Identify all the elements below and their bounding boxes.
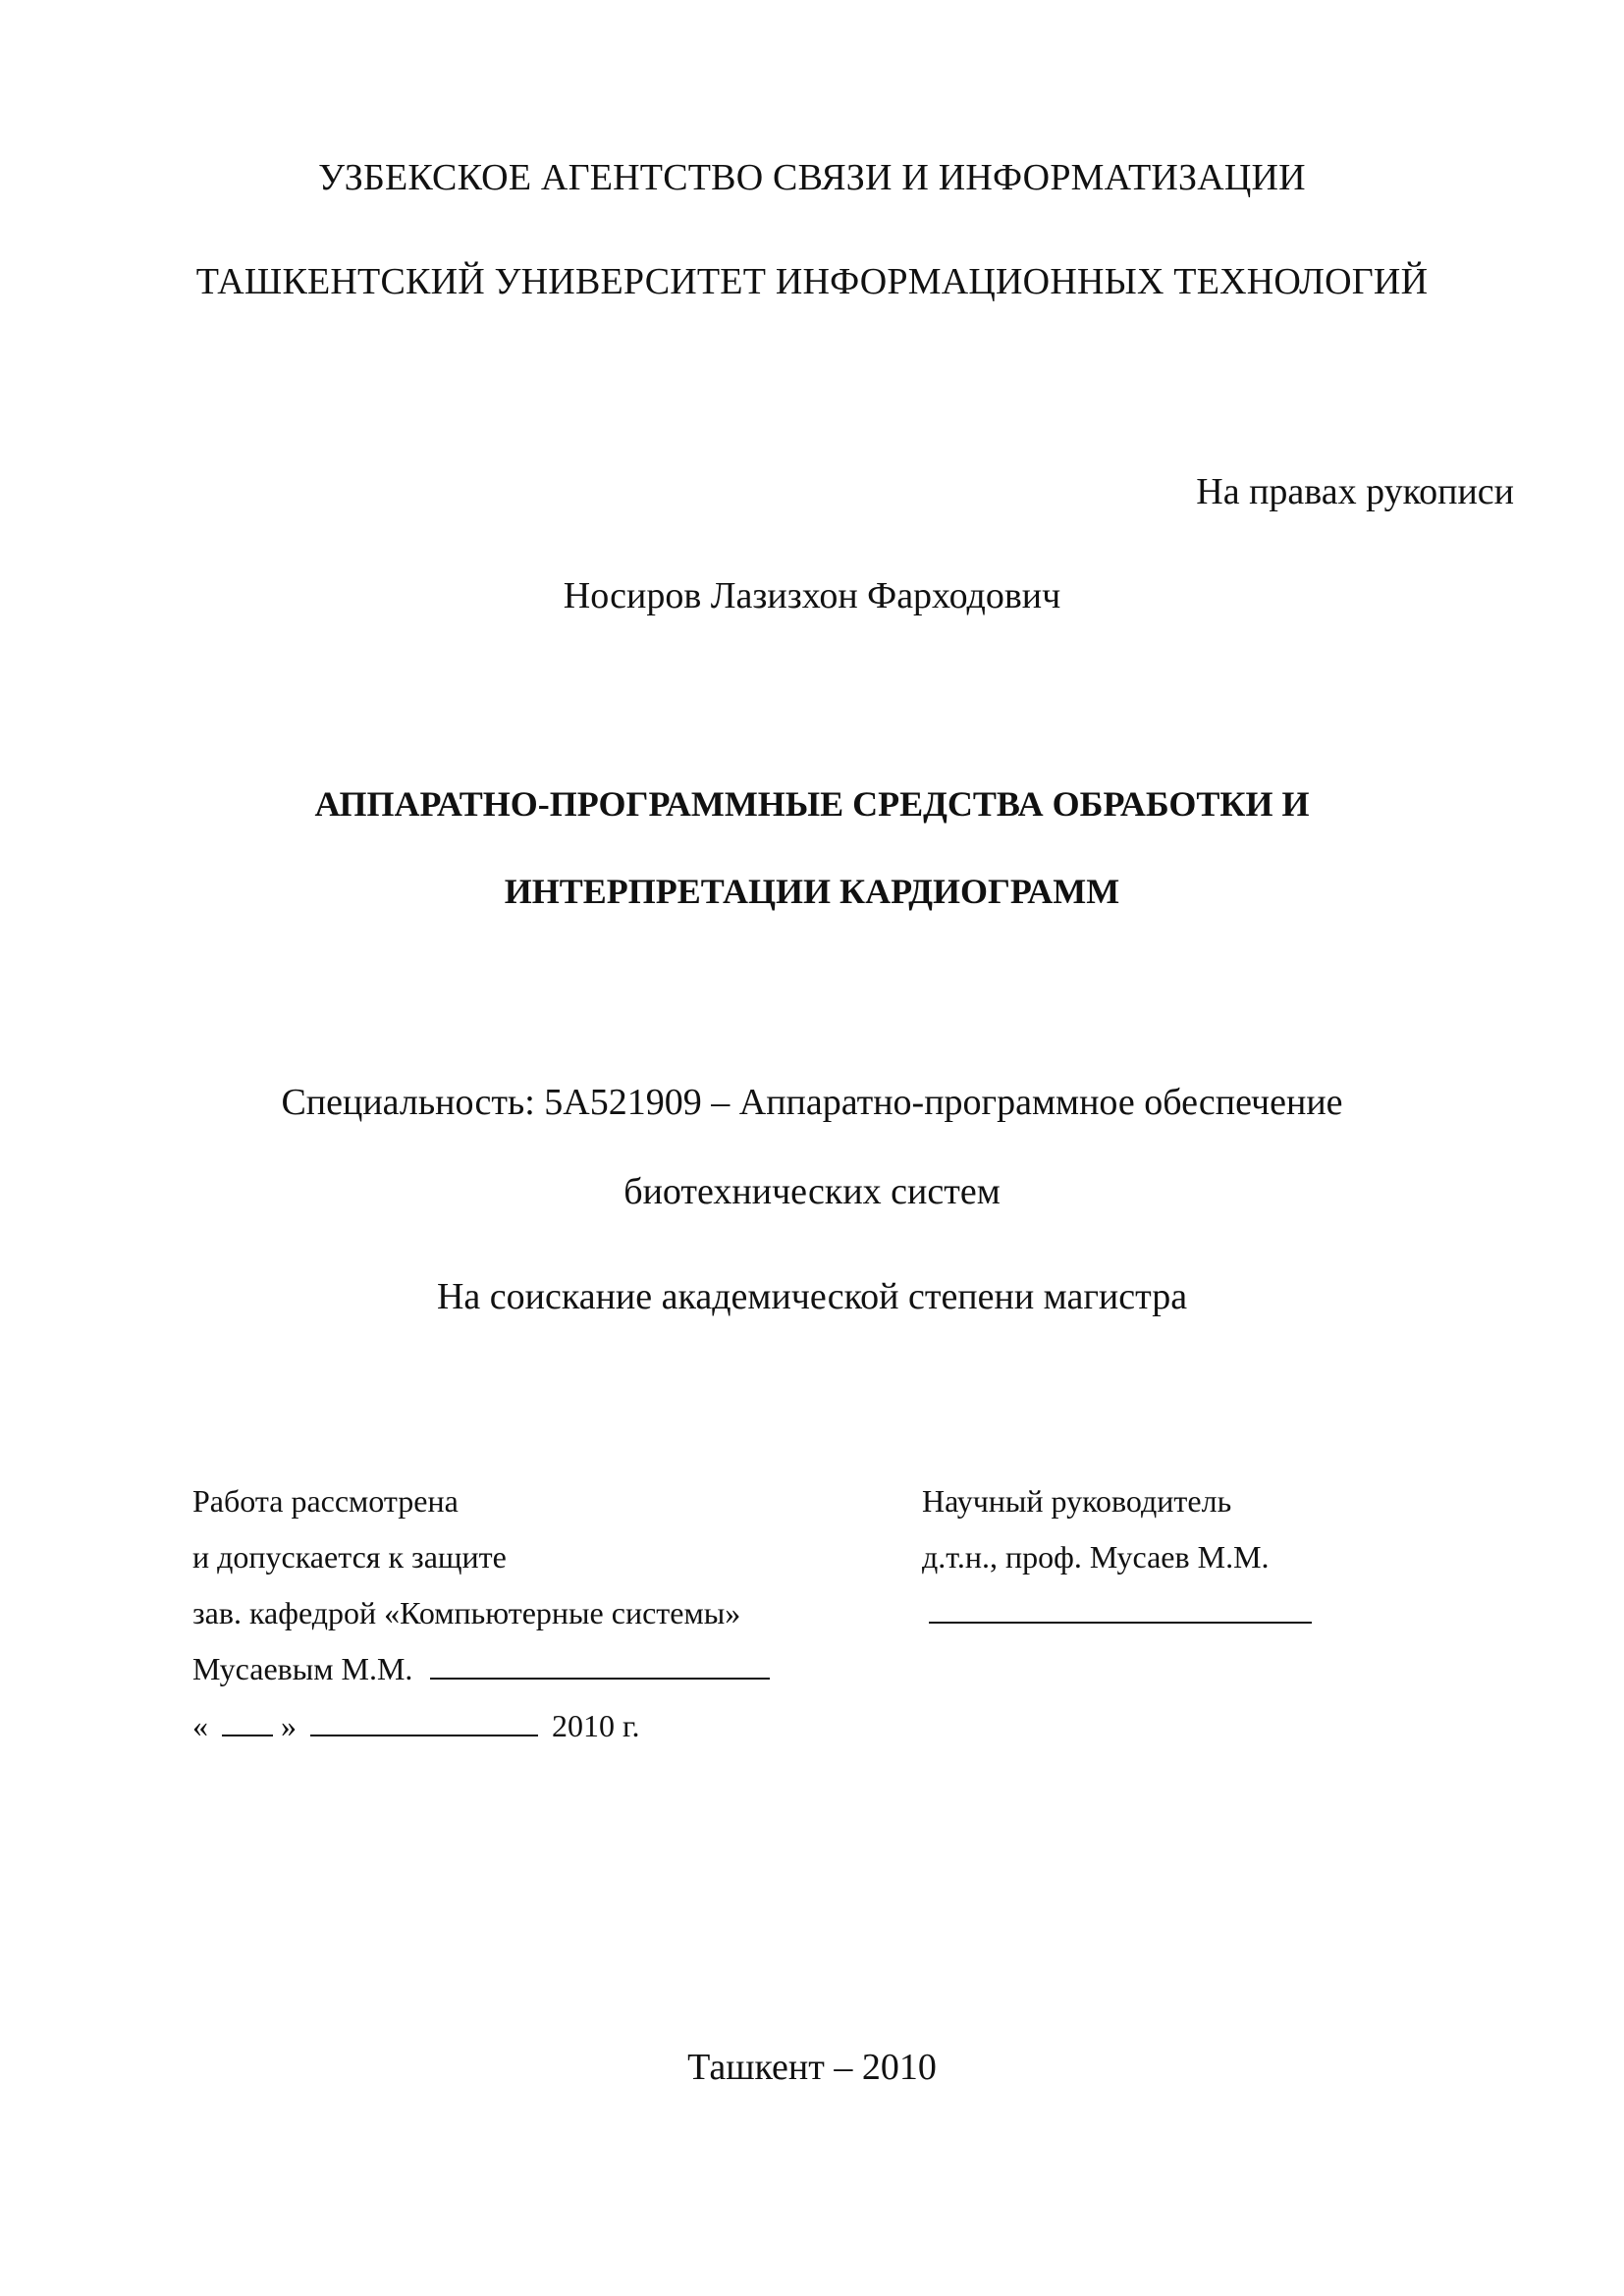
supervisor-signature-line bbox=[929, 1597, 1312, 1629]
specialty-line-2: биотехнических систем bbox=[623, 1171, 1001, 1212]
date-quote-close: » bbox=[281, 1708, 297, 1743]
approval-line-1: Работа рассмотрена bbox=[192, 1483, 459, 1519]
university-name: ТАШКЕНТСКИЙ УНИВЕРСИТЕТ ИНФОРМАЦИОННЫХ ТЕХНОЛОГИЙ bbox=[195, 261, 1429, 302]
signature-line bbox=[430, 1678, 770, 1680]
place-and-year: Ташкент – 2010 bbox=[687, 2047, 937, 2088]
thesis-title-line-1: АППАРАТНО-ПРОГРАММНЫЕ СРЕДСТВА ОБРАБОТКИ И bbox=[314, 784, 1310, 824]
manuscript-note: На правах рукописи bbox=[1196, 471, 1514, 512]
author-name: Носиров Лазизхон Фарходович bbox=[563, 575, 1061, 616]
date-year: 2010 г. bbox=[552, 1708, 640, 1743]
head-of-department-name: Мусаевым М.М. bbox=[192, 1651, 413, 1686]
date-quote-open: « bbox=[192, 1708, 208, 1743]
approval-date-line bbox=[192, 1710, 640, 1741]
day-blank bbox=[222, 1735, 273, 1736]
supervisor-line-1: Научный руководитель bbox=[922, 1483, 1232, 1519]
specialty-line-1: Специальность: 5А521909 – Аппаратно-программное обеспечение bbox=[281, 1082, 1343, 1123]
month-blank bbox=[310, 1735, 538, 1736]
thesis-title-line-2: ИНТЕРПРЕТАЦИИ КАРДИОГРАММ bbox=[504, 872, 1120, 911]
agency-name: УЗБЕКСКОЕ АГЕНТСТВО СВЯЗИ И ИНФОРМАТИЗАЦИИ bbox=[318, 157, 1306, 198]
approval-line-4 bbox=[192, 1653, 770, 1684]
approval-line-2: и допускается к защите bbox=[192, 1539, 507, 1575]
supervisor-line-2: д.т.н., проф. Мусаев М.М. bbox=[922, 1539, 1270, 1575]
degree-line: На соискание академической степени магистра bbox=[436, 1276, 1188, 1317]
approval-line-3: зав. кафедрой «Компьютерные системы» bbox=[192, 1595, 741, 1630]
